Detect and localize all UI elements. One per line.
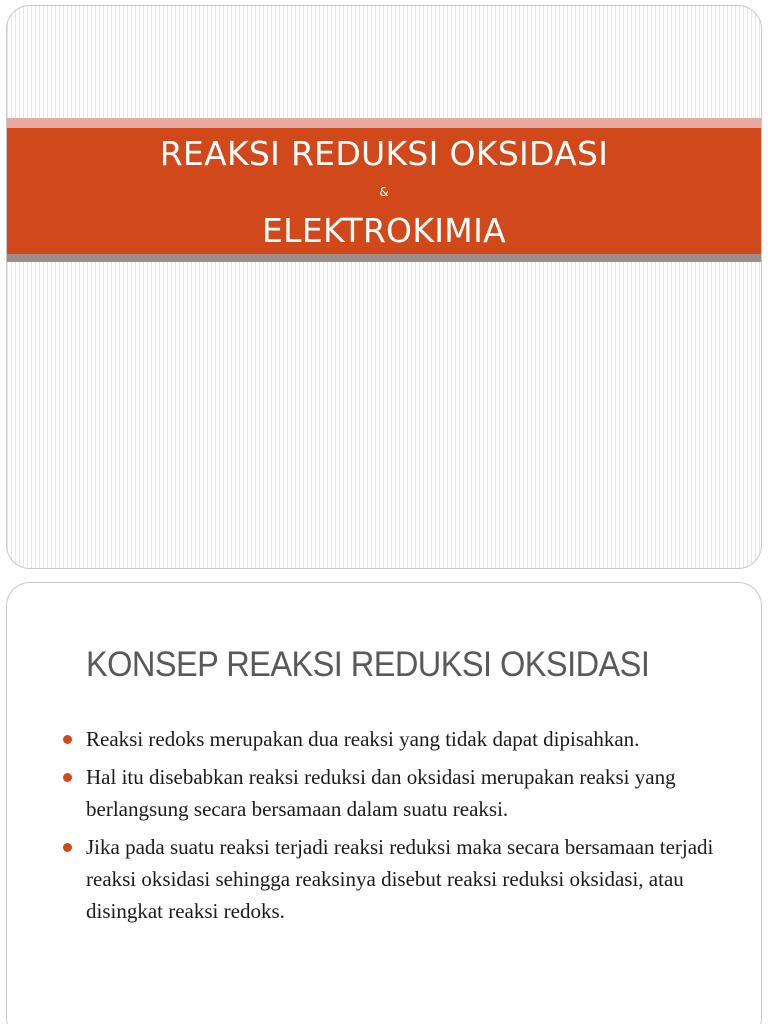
- bullet-text: Hal itu disebabkan reaksi reduksi dan oksidasi merupakan reaksi yang berlangsung secara bersamaan dalam suatu reaksi.: [86, 765, 676, 821]
- bullet-dot-icon: [63, 843, 72, 852]
- content-slide: [6, 582, 762, 1024]
- title-ampersand: &: [379, 185, 389, 199]
- bullet-dot-icon: [63, 773, 72, 782]
- content-heading: KONSEP REAKSI REDUKSI OKSIDASI: [86, 645, 650, 684]
- bullet-text: Reaksi redoks merupakan dua reaksi yang tidak dapat dipisahkan.: [86, 727, 640, 751]
- bullet-item: [63, 761, 733, 825]
- accent-band-top: [7, 118, 761, 128]
- title-slide: [6, 5, 762, 569]
- bullet-item: [63, 723, 733, 755]
- accent-band-bottom: [7, 254, 761, 262]
- bullet-text: Jika pada suatu reaksi terjadi reaksi reduksi maka secara bersamaan terjadi reaksi oksidasi sehingga reaksinya disebut reaksi reduksi oksidasi, atau disingkat reaksi redoks.: [86, 835, 714, 923]
- slide-title: REAKSI REDUKSI OKSIDASI: [159, 134, 609, 173]
- bullet-dot-icon: [63, 735, 72, 744]
- slide-subtitle: ELEKTROKIMIA: [262, 211, 506, 250]
- bullet-list: [63, 723, 733, 933]
- bullet-item: [63, 831, 733, 927]
